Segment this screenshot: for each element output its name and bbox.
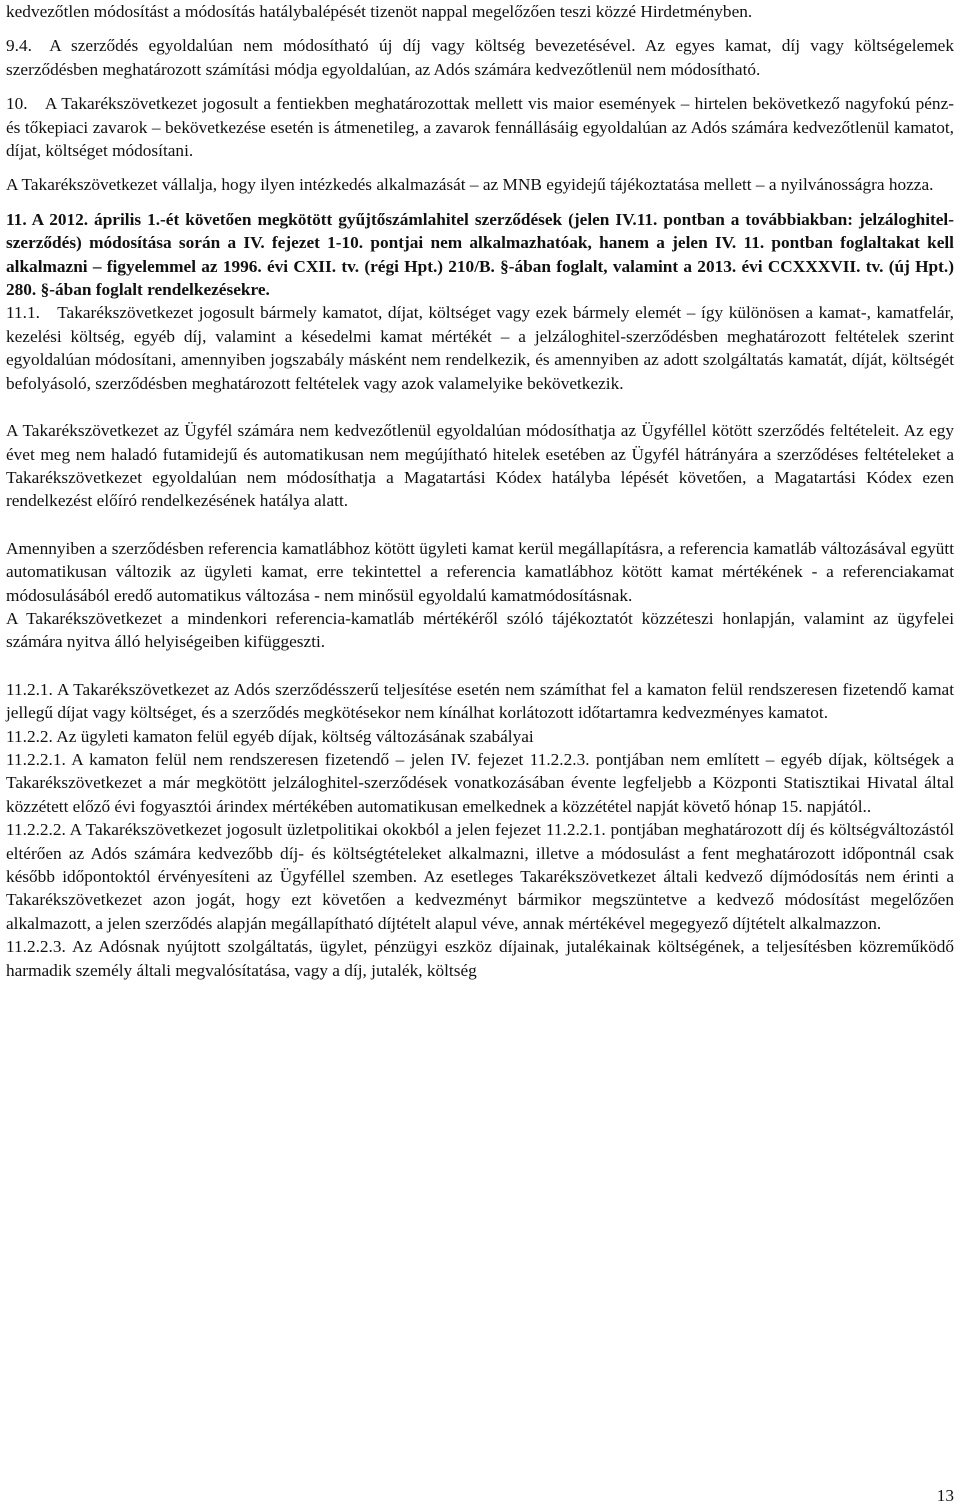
document-body xyxy=(6,0,954,982)
paragraph-9-4: 9.4. A szerződés egyoldalúan nem módosítható új díj vagy költség bevezetésével. Az egyes kamat, díj vagy költségelemek szerződésben meghatározott számítási módja egyoldalúan, az Adós számára kedvezőtlenül nem módosítható. xyxy=(6,36,954,79)
paragraph-10: 10. A Takarékszövetkezet jogosult a fentiekben meghatározottak mellett vis maior események – hirtelen bekövetkező nagyfokú pénz- és tőkepiaci zavarok – bekövetkezése esetén is átmenetileg, a zavarok fennállásáig egyoldalúan az Adós számára kedvezőtlenül kamatot, díjat, költséget módosítani. xyxy=(6,94,954,161)
paragraph-11-2-2-2: 11.2.2.2. A Takarékszövetkezet jogosult üzletpolitikai okokból a jelen fejezet 11.2.2.1. pontjában meghatározott díj és költségváltozástól eltérően az Adós számára kedvezőbb díj- és költségtételeket alkalmazni, illetve a módosulást a fent meghatározott időpontnál csak később időpontoktól érvényesíteni az Ügyféllel szemben. Az esetleges Takarékszövetkezet általi kedvező díjmódosítás nem érinti a Takarékszövetkezet azon jogát, hogy ezt követően a kedvezményt bármikor megszüntetve a kedvező módosítást megelőzően alkalmazott, a jelen szerződés alapján megállapítható díjtételt alapul véve, annak mértékével megegyező díjtételt alkalmazzon. xyxy=(6,820,954,933)
paragraph-11-1: 11.1. Takarékszövetkezet jogosult bármely kamatot, díjat, költséget vagy ezek bármely elemét – így különösen a kamat-, kamatfelár, kezelési költség, egyéb díj, valamint a késedelmi kamat mértékét – a jelzáloghitel-szerződésben meghatározott feltételek szerint egyoldalúan módosítani, amennyiben jogszabály másként nem rendelkezik, és amennyiben az adott szolgáltatás kamatát, díját, költségét befolyásoló, szerződésben meghatározott feltételek vagy azok valamelyike bekövetkezik. xyxy=(6,303,954,393)
paragraph-11-2-1: 11.2.1. A Takarékszövetkezet az Adós szerződésszerű teljesítése esetén nem számíthat fel a kamaton felül rendszeresen fizetendő kamat jellegű díjat vagy költséget, és a szerződés megkötésekor nem kínálhat korlátozott időtartamra kedvezményes kamatot. xyxy=(6,679,954,723)
paragraph-11-2-2-3: 11.2.2.3. Az Adósnak nyújtott szolgáltatás, ügylet, pénzügyi eszköz díjainak, jutalékainak költségének, a teljesítésben közreműködő harmadik személy általi megvalósítatása, vagy a díj, jutalék, költség xyxy=(6,937,954,980)
section-11-heading: 11. A 2012. április 1.-ét követően megkötött gyűjtőszámlahitel szerződések (jelen IV.11. pontban a továbbiakban: jelzáloghitel-szerződés) módosítása során a IV. fejezet 1-10. pontjai nem alkalmazhatóak, hanem a jelen IV. 11. pontban foglaltakat kell alkalmazni – figyelemmel az 1996. évi CXII. tv. (régi Hpt.) 210/B. §-ában foglalt, valamint a 2013. évi CCXXXVII. tv. (új Hpt.) 280. §-ában foglalt rendelkezésekre. xyxy=(6,209,954,300)
paragraph-10-publication: A Takarékszövetkezet vállalja, hogy ilyen intézkedés alkalmazását – az MNB egyidejű tájékoztatása mellett – a nyilvánosságra hozza. xyxy=(6,175,934,195)
paragraph-reference-rate-notice: A Takarékszövetkezet a mindenkori referencia-kamatláb mértékéről szóló tájékoztatót közzéteszi honlapján, valamint az ügyfelei számára nyitva álló helyiségeiben kifüggeszti. xyxy=(6,608,954,652)
paragraph-11-2-2-1: 11.2.2.1. A kamaton felül nem rendszeresen fizetendő – jelen IV. fejezet 11.2.2.3. pontjában nem említett – egyéb díjak, költségek a Takarékszövetkezet a már megkötött jelzáloghitel-szerződések vonatkozásában évente legfeljebb a Központi Statisztikai Hivatal által közzétett előző évi fogyasztói árindex mértékében automatikusan emelkednek a közzététel napját követő hónap 15. napjától.. xyxy=(6,749,954,816)
page-number: 13 xyxy=(936,1486,954,1505)
paragraph-continuation: kedvezőtlen módosítást a módosítás hatálybalépését tizenöt nappal megelőzően teszi közzé Hirdetményben. xyxy=(6,2,753,21)
paragraph-11-2-2: 11.2.2. Az ügyleti kamaton felül egyéb díjak, költség változásának szabályai xyxy=(6,726,534,746)
paragraph-reference-rate: Amennyiben a szerződésben referencia kamatlábhoz kötött ügyleti kamat kerül megállapításra, a referencia kamatláb változásával együtt automatikusan változik az ügyleti kamat, erre tekintettel a referencia kamatlábhoz kötött kamat mértékének - a referenciakamat módosulásából eredő automatikus változása - nem minősül egyoldalú kamatmódosításnak. xyxy=(6,538,954,605)
paragraph-client-modification: A Takarékszövetkezet az Ügyfél számára nem kedvezőtlenül egyoldalúan módosíthatja az Ügyféllel kötött szerződés feltételeit. Az egy évet meg nem haladó futamidejű és automatikusan nem megújítható hitelek esetében az Ügyfél hátrányára a szerződéses feltételeket a Takarékszövetkezet egyoldalúan nem módosíthatja a Magatartási Kódex hatályba lépését követően, a Magatartási Kódex ezen rendelkezést előíró rendelkezésének hatálya alatt. xyxy=(6,421,954,511)
